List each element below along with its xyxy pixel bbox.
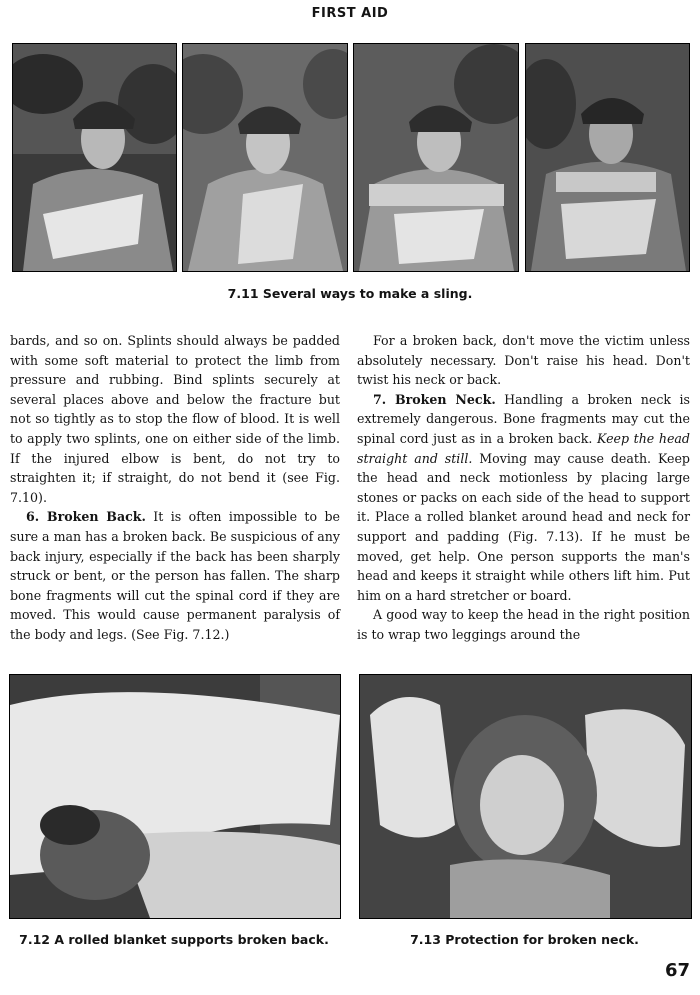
paragraph-splints: bards, and so on. Splints should always be padded with some soft material to protect the limb from pressure and rubbing. Bind splints securely at several places above and below the fracture but not so tightly as to stop the flow of blood. It is well to apply two splints, one on either side of the limb. If the injured elbow is bent, do not try to straighten it; if straight, do not bend it (see Fig. 7.10). <box>10 333 340 505</box>
broken-back-text: It is often impossible to be sure a man has a broken back. Be suspicious of any back injury, especially if the back has been sharply struck or bent, or the person has fallen. The sharp bone fragments will cut the spinal cord if they are moved. This would cause permanent paralysis of the body and legs. (See Fig. 7.12.) <box>10 509 340 642</box>
figure-caption-7-11: 7.11 Several ways to make a sling. <box>227 286 473 301</box>
sling-photo-2 <box>182 43 348 272</box>
sling-photo-4 <box>525 43 690 272</box>
left-text-column <box>10 331 340 645</box>
paragraph-broken-neck <box>357 390 690 606</box>
page-number: 67 <box>664 960 690 981</box>
paragraph-broken-back <box>10 507 340 644</box>
broken-neck-emphasis: Keep the head straight and still. <box>357 430 690 466</box>
paragraph-broken-back-advice: For a broken back, don't move the victim unless absolutely necessary. Don't raise his head. Don't twist his neck or back. <box>357 333 690 388</box>
sling-photo-1 <box>12 43 177 272</box>
neck-protection-photo <box>359 674 692 919</box>
right-text-column <box>357 331 690 645</box>
sling-photo-3 <box>353 43 519 272</box>
heading-broken-back: 6. Broken Back. <box>26 509 146 525</box>
running-header: FIRST AID <box>311 6 389 21</box>
rolled-blanket-photo <box>9 674 341 919</box>
figure-caption-7-12: 7.12 A rolled blanket supports broken back. <box>19 932 329 947</box>
broken-neck-text-b: Moving may cause death. Keep the head and neck motionless by placing large stones or packs on each side of the head to support it. Place a rolled blanket around head and neck for support and padding (Fig. 7.13). If he must be moved, get help. One person supports the man's head and keeps it straight while others lift him. Put him on a hard stretcher or board. <box>357 450 690 603</box>
paragraph-leggings: A good way to keep the head in the right position is to wrap two leggings around the <box>357 607 690 642</box>
figure-caption-7-13: 7.13 Protection for broken neck. <box>410 932 639 947</box>
heading-broken-neck: 7. Broken Neck. <box>373 391 496 407</box>
broken-neck-text-a: Handling a broken neck is extremely dangerous. Bone fragments may cut the spinal cord just as in a broken back. <box>357 391 691 446</box>
